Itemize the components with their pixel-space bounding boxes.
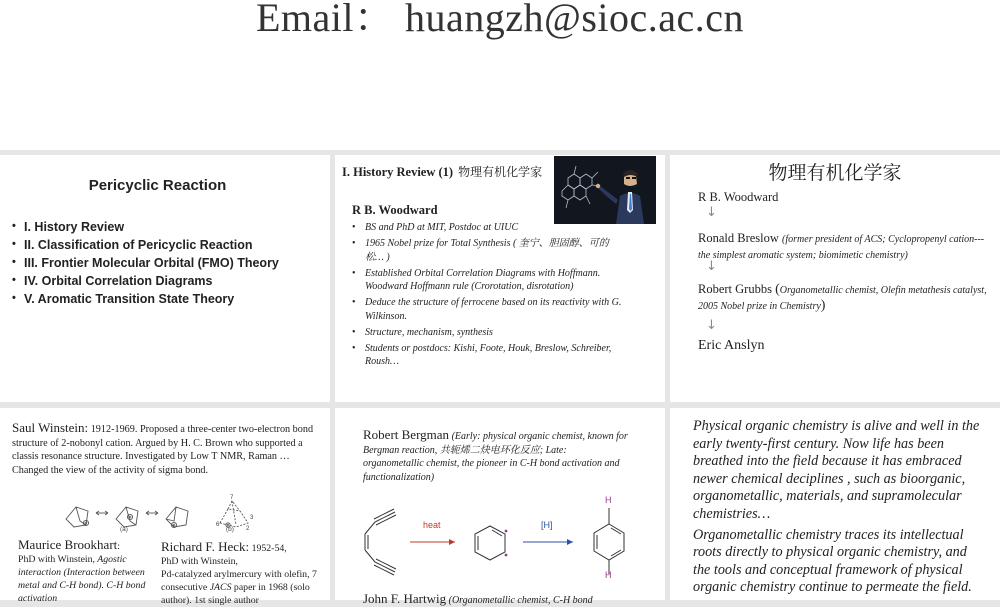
svg-text:7: 7 — [230, 495, 234, 501]
hartwig-paragraph — [363, 591, 653, 607]
brookhart-line1: PhD with Winstein, — [18, 554, 95, 565]
structure-label-b: (b) — [226, 526, 234, 533]
bullet-item: • BS and PhD at MIT, Postdoc at UIUC — [352, 221, 627, 235]
heck-name: Richard F. Heck: — [161, 539, 250, 554]
quote-text — [693, 418, 983, 600]
bullet-item: • 1965 Nobel prize for Total Synthesis ( 奎宁、胆固醇、可的松… ) — [352, 237, 627, 264]
outline-list — [12, 218, 279, 308]
breslow-note: (former president of ACS; Cyclopropenyl cation---the simplest aromatic system; biomimetic chemistry) — [698, 234, 985, 261]
grubbs-name: Robert Grubbs — [698, 282, 772, 296]
slide-title-cn: 物理有机化学家 — [458, 165, 543, 179]
brookhart-colon: : — [117, 541, 121, 552]
h-atom-top: H — [605, 495, 612, 505]
outline-item: • IV. Orbital Correlation Diagrams — [12, 272, 279, 290]
slide-thumbnail-6[interactable] — [670, 408, 1000, 600]
slide-title: Pericyclic Reaction — [88, 177, 227, 194]
lineage-grubbs — [698, 282, 988, 314]
outline-item: • I. History Review — [12, 218, 279, 236]
bullet-item: • Students or postdocs: Kishi, Foote, Houk, Breslow, Schreiber, Roush… — [352, 342, 627, 369]
heck-paragraph — [161, 540, 321, 607]
down-arrow-icon: ↓ — [706, 318, 717, 333]
hartwig-name: John F. Hartwig — [363, 591, 447, 606]
bergman-reaction-scheme — [355, 494, 645, 589]
heck-jacs: JACS — [209, 582, 232, 593]
bullet-list — [352, 221, 627, 371]
outline-item: • III. Frontier Molecular Orbital (FMO) Theory — [12, 254, 279, 272]
h-atom-bottom: H — [605, 570, 612, 580]
bergman-note: (Early: physical organic chemist, known for Bergman reaction, 共轭烯二炔电环化反应; Late: organometallic chemist, the pioneer in C-H bond activation and functionalization) — [363, 431, 628, 483]
contact-email: Email： huangzh@sioc.ac.cn — [255, 0, 745, 40]
brookhart-name: Maurice Brookhart — [18, 537, 118, 552]
brookhart-italic: Agostic interaction (Interaction between metal and C-H bond). C-H bond activation — [18, 554, 146, 604]
lineage-anslyn: Eric Anslyn — [698, 338, 765, 353]
down-arrow-icon: ↓ — [706, 205, 717, 220]
slide-thumbnail-2[interactable] — [335, 155, 665, 402]
bullet-item: • Established Orbital Correlation Diagrams with Hoffmann. Woodward Hoffmann rule (Crorotation, disrotation) — [352, 267, 627, 294]
brookhart-paragraph — [18, 538, 148, 605]
slide-thumbnail-3[interactable] — [670, 155, 1000, 402]
bullet-item: • Deduce the structure of ferrocene based on its reactivity with G. Wilkinson. — [352, 296, 627, 323]
slide-title — [342, 163, 542, 180]
winstein-name: Saul Winstein: — [12, 420, 89, 435]
header-area — [0, 0, 1000, 150]
slide-title-en: I. History Review (1) — [342, 165, 454, 179]
slide-title: 物理有机化学家 — [768, 162, 902, 184]
quote-paragraph-2: Organometallic chemistry traces its intellectual roots directly to physical organic chemistry, and the tools and conceptual framework of physical organic chemistry continue to permeate the field. — [693, 526, 972, 596]
slide-thumbnail-5[interactable] — [335, 408, 665, 606]
svg-text:6: 6 — [216, 522, 220, 528]
quote-paragraph-1: Physical organic chemistry is alive and well in the early twenty-first century. Now life has been breathed into the field because it has embraced newer chemical deciplines , such as bioorganic, organometallic, materials, and supramolecular chemistries… — [693, 418, 980, 522]
lineage-breslow — [698, 231, 988, 263]
lineage-woodward: R B. Woodward — [698, 190, 779, 204]
slide-thumbnail-1[interactable] — [0, 155, 330, 402]
hartwig-note: (Organometallic chemist, C-H bond — [446, 595, 593, 606]
outline-item: • II. Classification of Pericyclic Reaction — [12, 236, 279, 254]
woodward-photo — [554, 156, 656, 224]
slide-thumbnail-4[interactable] — [0, 408, 330, 606]
outline-item: • V. Aromatic Transition State Theory — [12, 290, 279, 308]
hydrogen-label: [H] — [541, 520, 553, 530]
bullet-item: • Structure, mechanism, synthesis — [352, 326, 627, 340]
svg-text:3: 3 — [250, 515, 254, 521]
norbornyl-cation-structures — [60, 493, 260, 542]
grubbs-paren-open: ( — [775, 282, 780, 297]
down-arrow-icon: ↓ — [706, 259, 717, 274]
heck-line1: PhD with Winstein, — [161, 556, 238, 567]
svg-text:2: 2 — [246, 526, 250, 532]
heck-line2: Pd-catalyzed arylmercury with olefin, 7 consecutive — [161, 569, 317, 593]
winstein-text: 1912-1969. Proposed a three-center two-electron bond structure of 2-nobonyl cation. Argued by H. C. Brown who supported a classis resonance structure. Investigated by Low T NMR, Raman …Changed the view of the activity of sigma bond. — [12, 424, 314, 476]
grubbs-note: Organometallic chemist, Olefin metathesis catalyst, 2005 Nobel prize in Chemistry — [698, 285, 987, 312]
breslow-name: Ronald Breslow — [698, 231, 779, 245]
bergman-name: Robert Bergman — [363, 427, 450, 442]
scientist-name: R B. Woodward — [352, 203, 438, 217]
grubbs-paren-close: ) — [820, 298, 826, 313]
winstein-paragraph — [12, 421, 314, 477]
heat-label: heat — [423, 520, 441, 530]
heck-years: 1952-54, — [249, 543, 287, 554]
bergman-paragraph — [363, 428, 628, 484]
structure-label-a: (a) — [120, 526, 128, 533]
heck-line3: paper in 1968 (solo author). 1st single author — [161, 582, 310, 606]
